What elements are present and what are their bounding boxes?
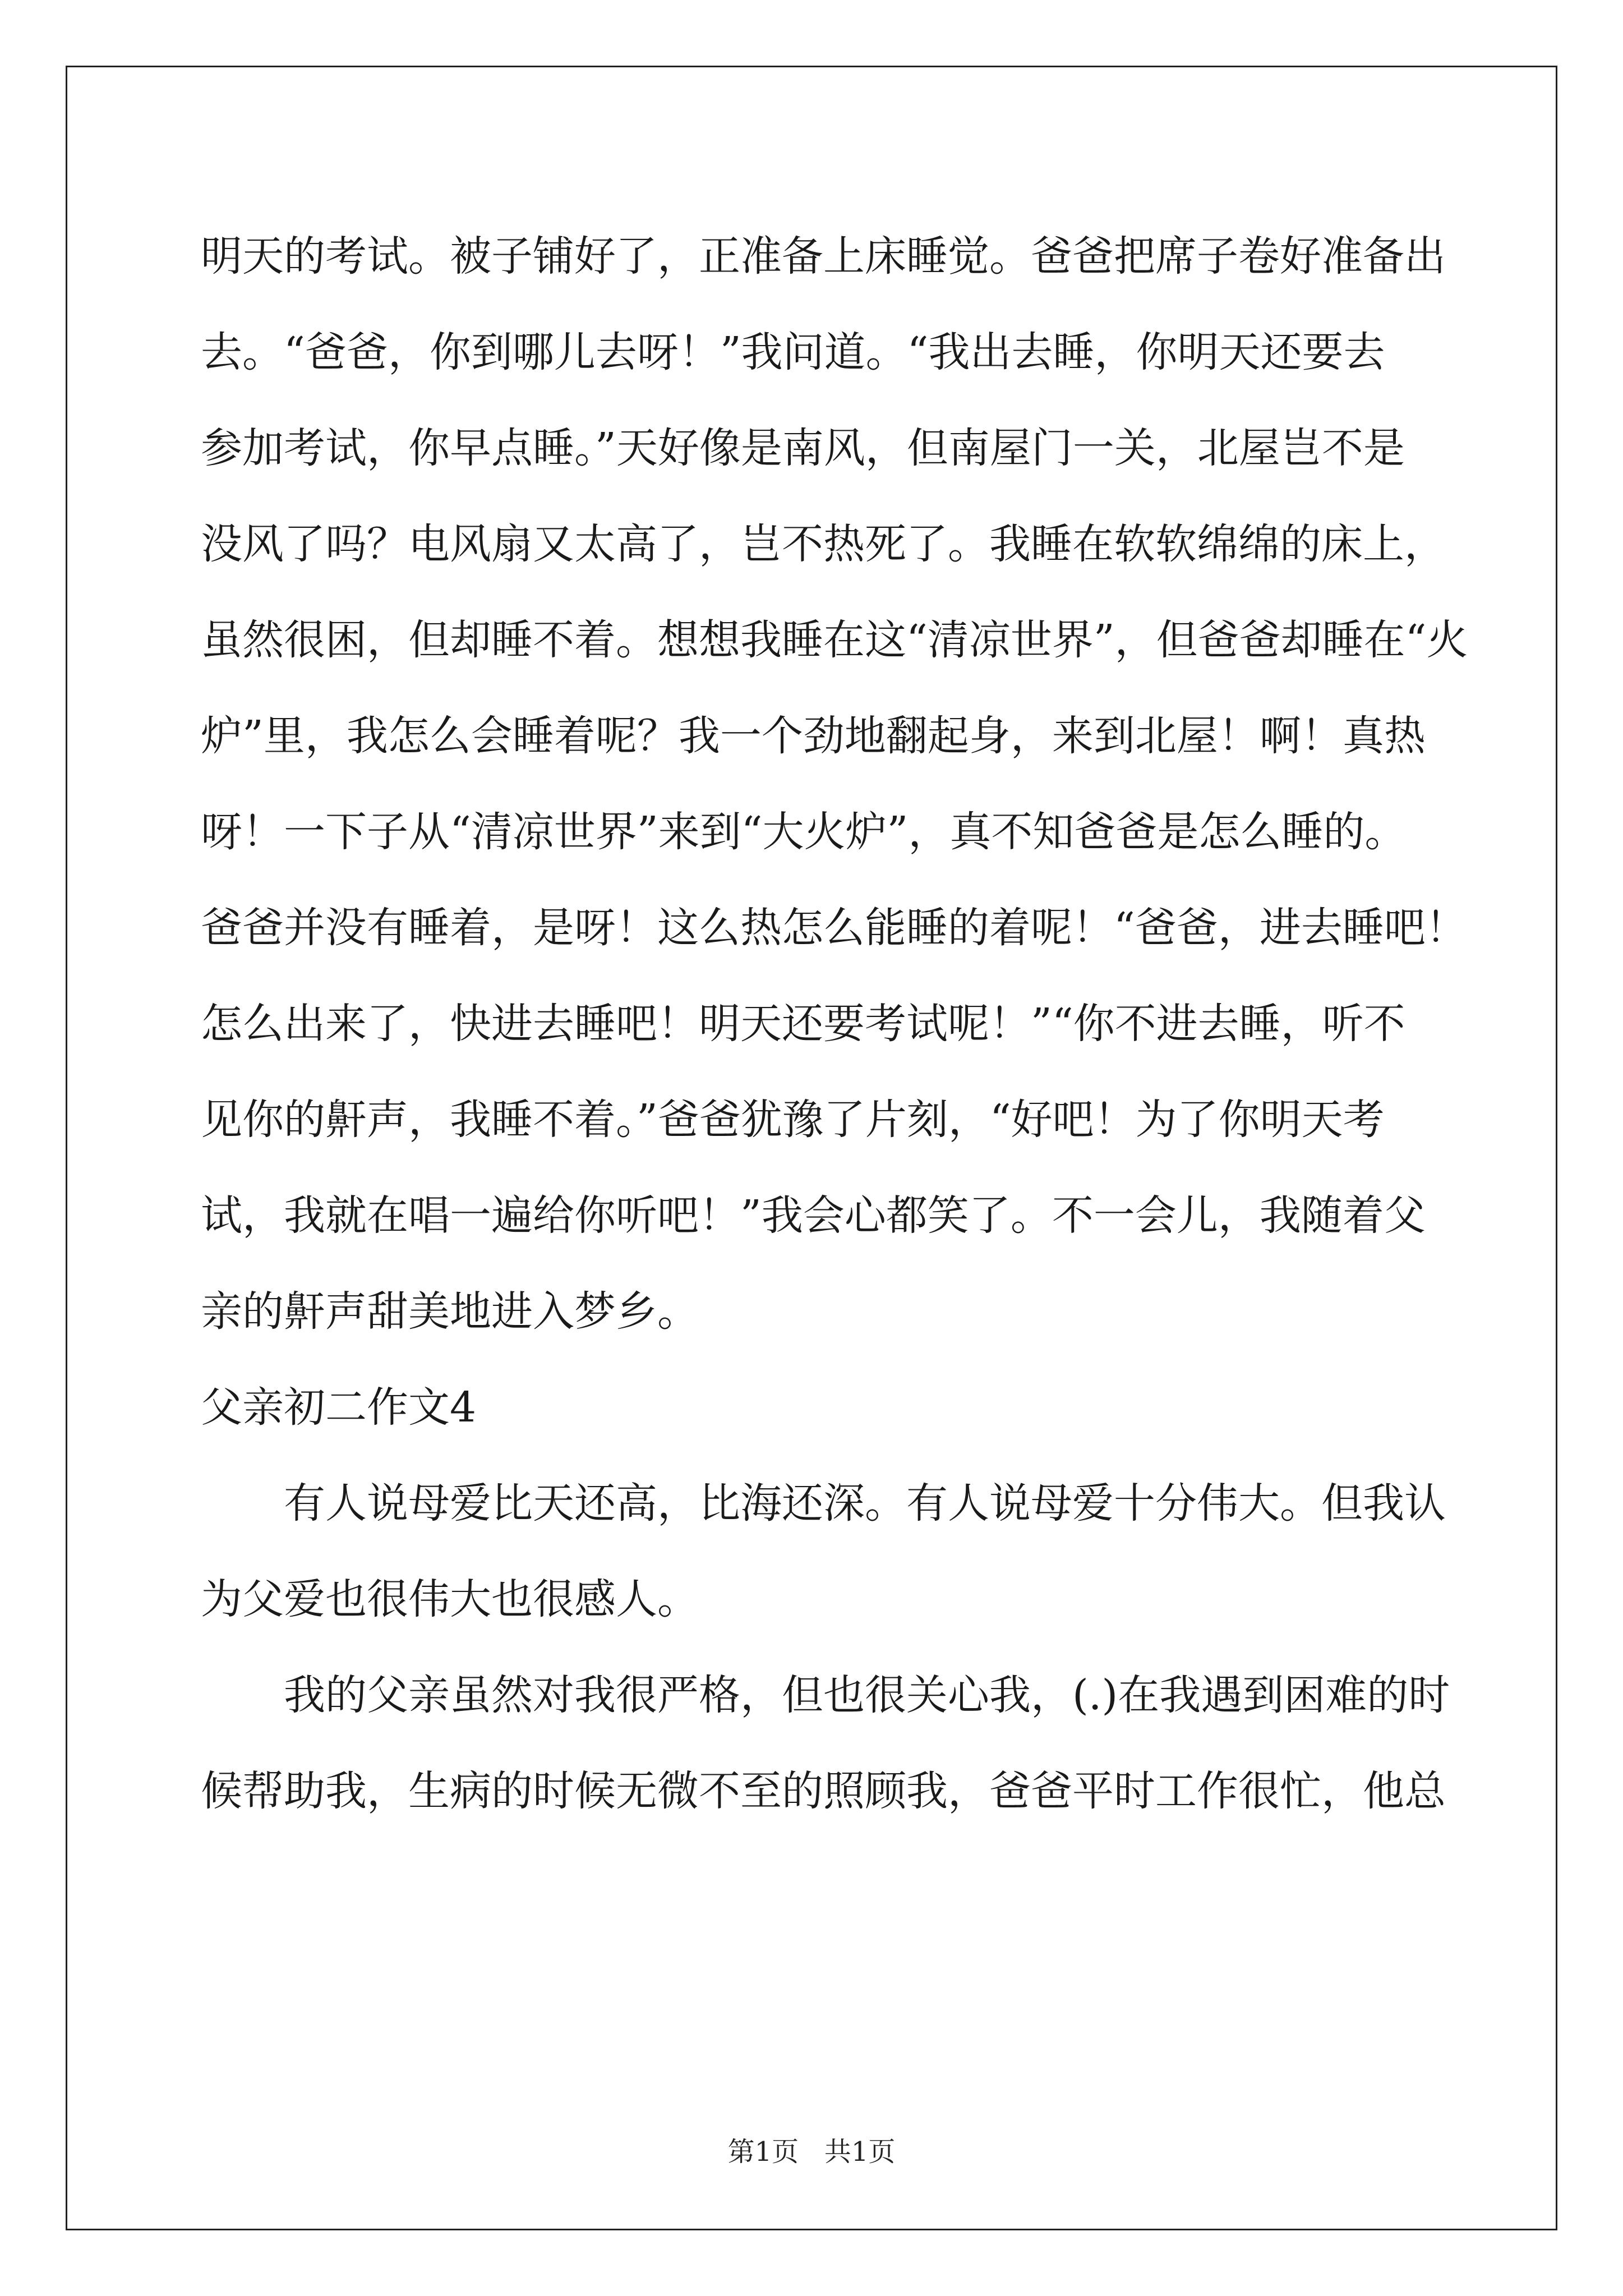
text-line: 爸爸并没有睡着，是呀！这么热怎么能睡的着呢！“爸爸，进去睡吧！ bbox=[201, 904, 1467, 952]
paragraph-start-line: 我的父亲虽然对我很严格，但也很关心我，(.)在我遇到困难的时 bbox=[284, 1671, 1450, 1719]
text-line: 明天的考试。被子铺好了，正准备上床睡觉。爸爸把席子卷好准备出 bbox=[201, 232, 1446, 280]
paragraph-start-line: 有人说母爱比天还高，比海还深。有人说母爱十分伟大。但我认 bbox=[284, 1479, 1446, 1527]
text-line: 没风了吗？电风扇又太高了，岂不热死了。我睡在软软绵绵的床上， bbox=[201, 520, 1446, 568]
text-line: 见你的鼾声，我睡不着。”爸爸犹豫了片刻，“好吧！为了你明天考 bbox=[201, 1096, 1385, 1144]
text-line: 参加考试，你早点睡。”天好像是南风，但南屋门一关，北屋岂不是 bbox=[201, 424, 1405, 472]
text-line: 呀！一下子从“清凉世界”来到“大火炉”，真不知爸爸是怎么睡的。 bbox=[201, 808, 1407, 856]
text-line: 试，我就在唱一遍给你听吧！”我会心都笑了。不一会儿，我随着父 bbox=[201, 1191, 1426, 1240]
section-heading: 父亲初二作文4 bbox=[201, 1383, 477, 1432]
text-line: 亲的鼾声甜美地进入梦乡。 bbox=[201, 1287, 699, 1336]
text-line: 为父爱也很伟大也很感人。 bbox=[201, 1575, 699, 1623]
text-line: 虽然很困，但却睡不着。想想我睡在这“清凉世界”，但爸爸却睡在“火 bbox=[201, 616, 1468, 664]
document-body bbox=[201, 209, 1468, 1839]
text-line: 炉”里，我怎么会睡着呢？我一个劲地翻起身，来到北屋！啊！真热 bbox=[201, 712, 1426, 760]
text-line: 怎么出来了，快进去睡吧！明天还要考试呢！”“你不进去睡，听不 bbox=[201, 1000, 1405, 1048]
page-number-footer: 第1页 共1页 bbox=[727, 2136, 896, 2168]
text-line: 去。“爸爸，你到哪儿去呀！”我问道。“我出去睡，你明天还要去 bbox=[201, 328, 1385, 376]
text-line: 候帮助我，生病的时候无微不至的照顾我，爸爸平时工作很忙，他总 bbox=[201, 1767, 1446, 1815]
